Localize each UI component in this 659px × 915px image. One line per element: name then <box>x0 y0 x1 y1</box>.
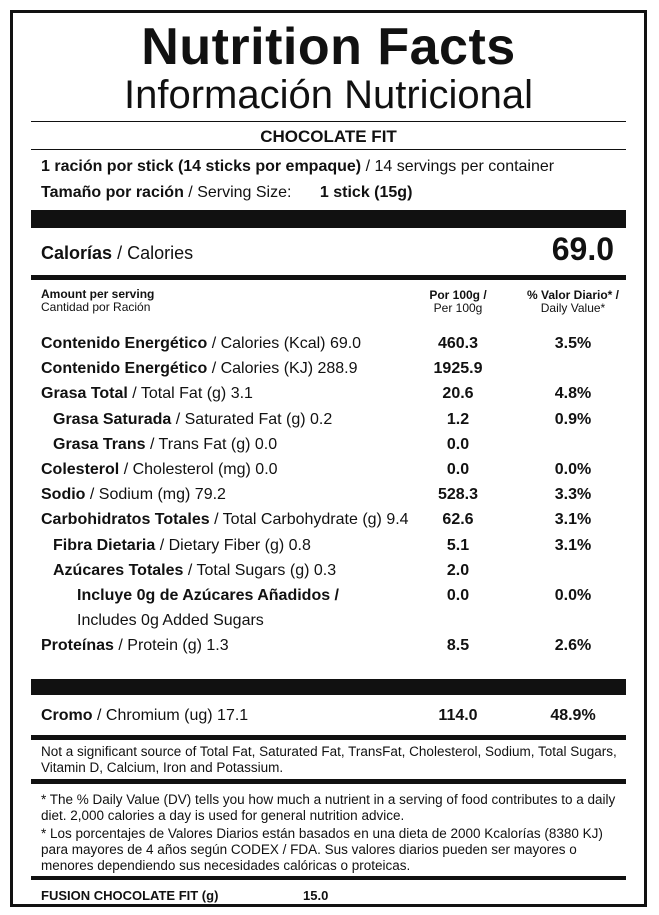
servings-normal: / 14 servings per container <box>365 158 555 175</box>
daily-value-percent: 3.5% <box>554 335 592 352</box>
nutrient-name: Contenido Energético / Calories (KJ) 288.9 <box>41 360 358 378</box>
footnote-spanish: * Los porcentajes de Valores Diarios están basados en una dieta de 2000 Kcalorías (8380 KJ) para mayores de 4 años según CODEX / FDA. Sus valores diarios pueden ser mayores o menores dependiendo sus necesidades calóricas o proteicas. <box>41 826 603 873</box>
per-100g-value: 0.0 <box>446 435 470 453</box>
divider <box>31 149 626 150</box>
footer-value: 15.0 <box>303 888 329 903</box>
nutrient-name: Contenido Energético / Calories (Kcal) 69.0 <box>41 335 362 352</box>
nutrient-row <box>13 608 644 633</box>
per-100g-value: 8.5 <box>446 637 470 655</box>
label-subtitle: Información Nutricional <box>123 73 534 117</box>
calories-label-bold: Calorías <box>41 243 113 263</box>
daily-value-header <box>518 289 628 315</box>
per-100g-value: 0.0 <box>446 587 470 604</box>
nutrient-row <box>13 482 644 507</box>
servings-bold: 1 ración por stick (14 sticks por empaque) <box>41 158 362 175</box>
chromium-row <box>13 703 644 728</box>
nutrient-row <box>13 331 644 356</box>
daily-value-percent: 0.0% <box>554 461 592 478</box>
nutrient-name: Grasa Saturada / Saturated Fat (g) 0.2 <box>53 410 333 428</box>
medium-divider <box>31 275 626 280</box>
nutrient-row <box>13 457 644 482</box>
nutrient-name: Colesterol / Cholesterol (mg) 0.0 <box>41 461 278 478</box>
amount-header-bold: Amount per serving <box>41 287 155 301</box>
per-100g-value: 460.3 <box>437 335 479 352</box>
nutrient-row <box>13 381 644 406</box>
nutrient-name: Sodio / Sodium (mg) 79.2 <box>41 486 226 504</box>
calories-label-normal: / Calories <box>117 243 194 263</box>
per100-header-normal: Per 100g <box>433 301 483 315</box>
serving-size <box>41 184 412 202</box>
per-100g-value: 20.6 <box>442 385 474 403</box>
nutrient-row <box>13 432 644 457</box>
nutrient-row <box>13 633 644 658</box>
daily-value-percent: 3.1% <box>554 536 592 554</box>
calories-value: 69.0 <box>551 231 614 267</box>
nutrient-name: Grasa Total / Total Fat (g) 3.1 <box>41 385 253 403</box>
daily-value-percent: 3.1% <box>554 511 592 529</box>
nutrient-row <box>13 356 644 381</box>
footnote-english: * The % Daily Value (DV) tells you how much a nutrient in a serving of food contributes to a daily diet. 2,000 calories a day is used for general nutrition advice. <box>41 792 616 823</box>
per-100g-header <box>413 289 503 315</box>
nutrient-name: Cromo / Chromium (ug) 17.1 <box>41 707 249 724</box>
per100-header-bold: Por 100g / <box>429 288 487 302</box>
per-100g-value: 528.3 <box>437 486 479 504</box>
per-100g-value: 5.1 <box>446 536 470 554</box>
product-name: CHOCOLATE FIT <box>260 127 397 146</box>
per-100g-value: 1925.9 <box>433 360 483 378</box>
footer-label: FUSION CHOCOLATE FIT (g) <box>41 888 219 903</box>
daily-value-percent: 2.6% <box>554 637 592 655</box>
nutrient-row <box>13 558 644 583</box>
per-100g-value: 2.0 <box>446 561 470 579</box>
nutrient-row <box>13 533 644 558</box>
nutrient-row <box>13 507 644 532</box>
per-100g-value: 1.2 <box>446 410 470 428</box>
dv-header-bold: % Valor Diario* / <box>526 288 620 302</box>
per-100g-value: 114.0 <box>438 707 478 724</box>
medium-divider <box>31 876 626 880</box>
nutrient-name: Carbohidratos Totales / Total Carbohydrate (g) 9.4 <box>41 511 409 529</box>
thick-divider <box>31 210 626 228</box>
label-title: Nutrition Facts <box>141 18 516 76</box>
nutrient-name: Fibra Dietaria / Dietary Fiber (g) 0.8 <box>53 536 311 554</box>
daily-value-percent: 0.9% <box>554 410 592 428</box>
medium-divider <box>31 779 626 784</box>
nutrient-name: Incluye 0g de Azúcares Añadidos / <box>77 587 339 604</box>
divider <box>31 121 626 122</box>
nutrient-name: Includes 0g Added Sugars <box>77 612 264 630</box>
not-significant-note: Not a significant source of Total Fat, Saturated Fat, TransFat, Cholesterol, Sodium, Total Sugars, Vitamin D, Calcium, Iron and Potassium. <box>41 744 617 775</box>
calories-label <box>41 243 193 264</box>
serving-size-value: 1 stick (15g) <box>319 184 413 201</box>
nutrition-label <box>10 10 647 907</box>
thick-divider <box>31 679 626 695</box>
daily-value-percent: 0.0% <box>554 587 592 604</box>
daily-value-percent: 4.8% <box>554 385 592 403</box>
daily-value-percent: 48.9% <box>550 707 596 724</box>
medium-divider <box>31 735 626 740</box>
daily-value-percent: 3.3% <box>554 486 592 504</box>
per-100g-value: 62.6 <box>442 511 474 529</box>
dv-header-normal: Daily Value* <box>540 301 606 315</box>
amount-header-normal: Cantidad por Ración <box>41 300 151 314</box>
nutrient-row <box>13 407 644 432</box>
nutrient-name: Grasa Trans / Trans Fat (g) 0.0 <box>53 435 278 453</box>
nutrient-row <box>13 583 644 608</box>
nutrient-name: Proteínas / Protein (g) 1.3 <box>41 637 229 655</box>
serving-size-label-normal: / Serving Size: <box>188 184 292 201</box>
serving-size-label-bold: Tamaño por ración <box>41 184 184 201</box>
nutrient-name: Azúcares Totales / Total Sugars (g) 0.3 <box>53 561 337 579</box>
per-100g-value: 0.0 <box>446 461 470 478</box>
amount-per-serving-header <box>41 288 154 314</box>
servings-per-container <box>41 158 554 176</box>
